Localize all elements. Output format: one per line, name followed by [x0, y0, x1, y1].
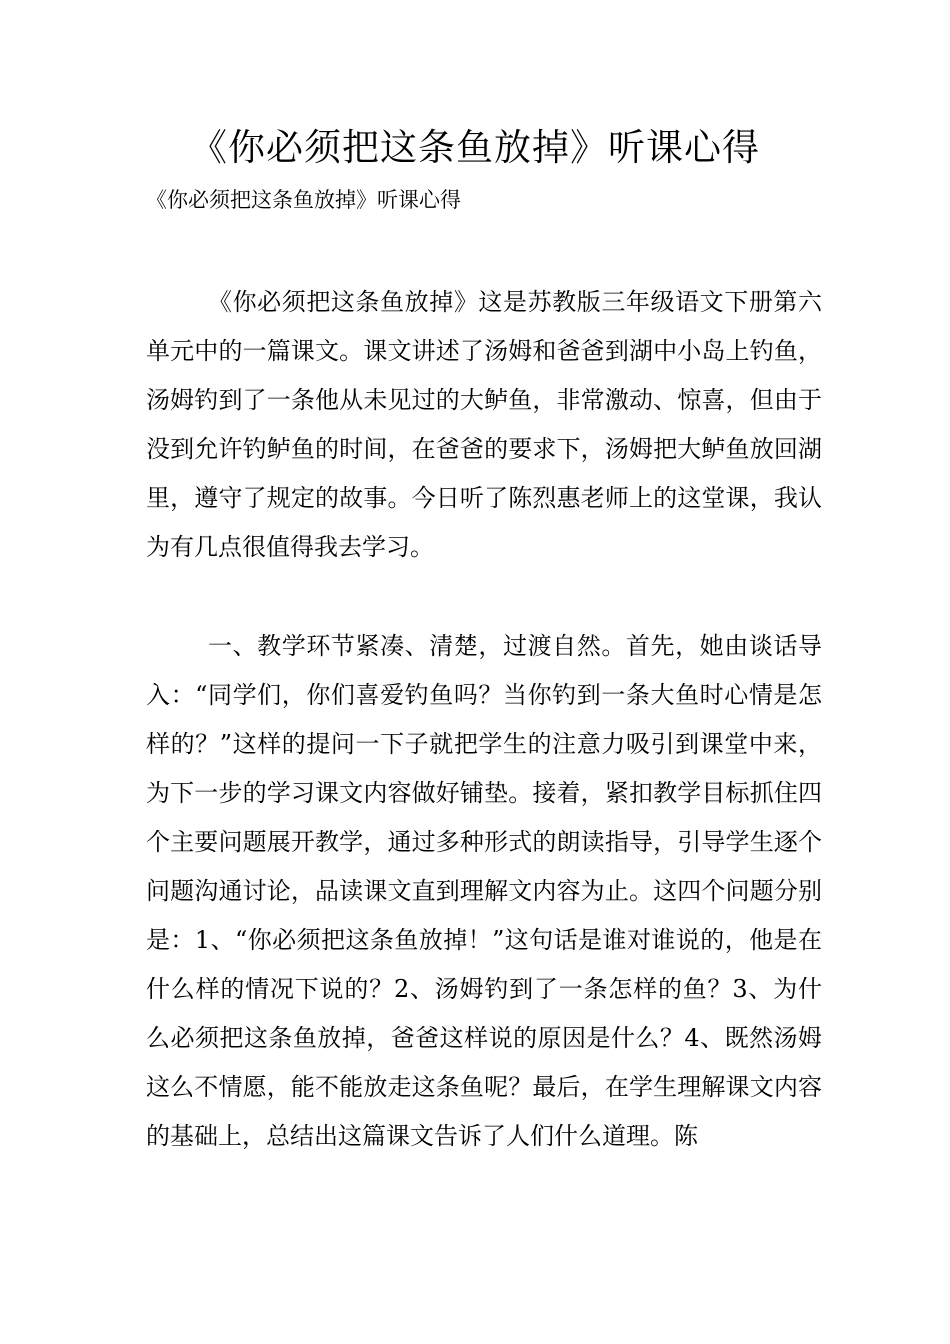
paragraph-intro: 《你必须把这条鱼放掉》这是苏教版三年级语文下册第六单元中的一篇课文。课文讲述了汤姆和爸爸到湖中小岛上钓鱼，汤姆钓到了一条他从未见过的大鲈鱼，非常激动、惊喜，但由于没到允许钓鲈鱼的时间，在爸爸的要求下，汤姆把大鲈鱼放回湖里，遵守了规定的故事。今日听了陈烈惠老师上的这堂课，我认为有几点很值得我去学习。: [146, 288, 822, 561]
document-title: 《你必须把这条鱼放掉》听课心得: [190, 126, 760, 169]
paragraph-point-one: 一、教学环节紧凑、清楚，过渡自然。首先，她由谈话导入：“同学们，你们喜爱钓鱼吗？当你钓到一条大鱼时心情是怎样的？”这样的提问一下子就把学生的注意力吸引到课堂中来，为下一步的学习课文内容做好铺垫。接着，紧扣教学目标抓住四个主要问题展开教学，通过多种形式的朗读指导，引导学生逐个问题沟通讨论，品读课文直到理解文内容为止。这四个问题分别是：1、“你必须把这条鱼放掉！”这句话是谁对谁说的，他是在什么样的情况下说的？2、汤姆钓到了一条怎样的鱼？3、为什么必须把这条鱼放掉，爸爸这样说的原因是什么？4、既然汤姆这么不情愿，能不能放走这条鱼呢？最后，在学生理解课文内容的基础上，总结出这篇课文告诉了人们什么道理。陈: [146, 632, 822, 1150]
document-subtitle: 《你必须把这条鱼放掉》听课心得: [146, 188, 461, 212]
